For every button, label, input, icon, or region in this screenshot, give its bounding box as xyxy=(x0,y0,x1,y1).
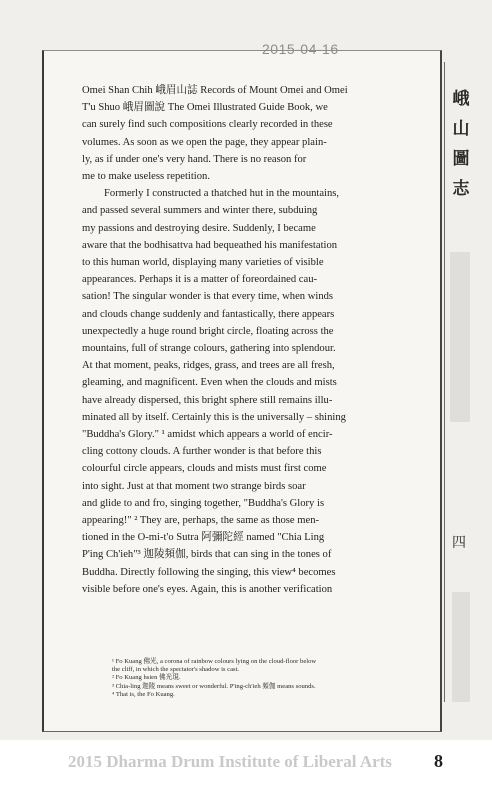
body-line: unexpectedly a huge round bright circle, floating across the xyxy=(82,325,334,337)
body-line: Buddha. Directly following the singing, this view⁴ becomes xyxy=(82,566,336,578)
footnote: ¹ Fo Kuang 佛光, a corona of rainbow colours lying on the cloud-floor below xyxy=(112,658,317,665)
side-rule xyxy=(444,62,445,702)
body-line: mountains, full of strange colours, gathering into splendour. xyxy=(82,343,336,355)
body-line: and clouds change suddenly and fantastically, there appears xyxy=(82,308,335,320)
footnote: ³ Chia-ling 迦陵 means sweet or wonderful. P'ing-ch'ieh 頻伽 means sounds. xyxy=(112,682,316,690)
body-line: and glide to and fro, singing together, "Buddha's Glory is xyxy=(82,497,325,509)
body-line: "Buddha's Glory." ¹ amidst which appears a world of encir- xyxy=(82,429,333,441)
footer-credit: 2015 Dharma Drum Institute of Liberal Arts xyxy=(68,752,392,771)
body-line: into sight. Just at that moment two strange birds soar xyxy=(82,480,306,492)
body-line: volumes. As soon as we open the page, they appear plain- xyxy=(82,136,327,148)
body-line: and passed several summers and winter there, subduing xyxy=(82,205,318,217)
footer-page-number: 8 xyxy=(434,751,443,771)
footnote: the cliff, in which the spectator's shadow is cast. xyxy=(112,666,240,674)
side-title: 峨 山 圖 志 xyxy=(452,89,470,198)
body-line: ly, as if under one's very hand. There is no reason for xyxy=(82,153,307,165)
footer xyxy=(0,748,492,788)
body-line: visible before one's eyes. Again, this is another verification xyxy=(82,583,333,595)
body-line: colourful circle appears, clouds and mists must first come xyxy=(82,463,327,475)
body-line: sation! The singular wonder is that every time, when winds xyxy=(82,291,334,303)
date-stamp: 2015-04-16 xyxy=(262,41,339,57)
side-margin-strip xyxy=(440,62,474,732)
body-line: minated all by itself. Certainly this is the universally – shining xyxy=(82,411,346,423)
scan-smudge xyxy=(450,252,470,422)
body-line: aware that the bodhisattva had bequeathed his manifestation xyxy=(82,239,338,251)
body-text xyxy=(82,82,412,598)
footnote: ² Fo Kuang hsien 佛光現. xyxy=(112,674,181,682)
footnotes xyxy=(112,658,422,699)
body-line: P'ing Ch'ieh"³ 迦陵頻伽, birds that can sing in the tones of xyxy=(82,549,332,561)
body-line: Omei Shan Chih 峨眉山誌 Records of Mount Omei and Omei xyxy=(82,85,348,96)
body-line: gleaming, and magnificent. Even when the clouds and mists xyxy=(82,377,337,389)
body-line: cling cottony clouds. A further wonder is that before this xyxy=(82,446,322,458)
body-line: tioned in the O-mi-t'o Sutra 阿彌陀經 named "Chia Ling xyxy=(82,532,325,544)
body-line: At that moment, peaks, ridges, grass, and trees are all fresh, xyxy=(82,360,335,372)
body-line: T'u Shuo 峨眉圖說 The Omei Illustrated Guide Book, we xyxy=(82,102,328,114)
body-line: have already dispersed, this bright sphere still remains illu- xyxy=(82,394,333,406)
body-line: to this human world, displaying many varieties of visible xyxy=(82,257,324,269)
body-line: can surely find such compositions clearly recorded in these xyxy=(82,119,333,131)
side-page-number: 四 xyxy=(452,536,466,551)
body-line: my passions and destroying desire. Suddenly, I became xyxy=(82,222,316,234)
footnote: ⁴ That is, the Fo Kuang. xyxy=(112,690,175,698)
body-line: Formerly I constructed a thatched hut in the mountains, xyxy=(104,188,340,200)
body-line: me to make useless repetition. xyxy=(82,171,210,183)
body-line: appearances. Perhaps it is a matter of foreordained cau- xyxy=(82,274,318,286)
scan-smudge xyxy=(452,592,470,702)
body-line: appearing!" ² They are, perhaps, the same as those men- xyxy=(82,515,320,527)
